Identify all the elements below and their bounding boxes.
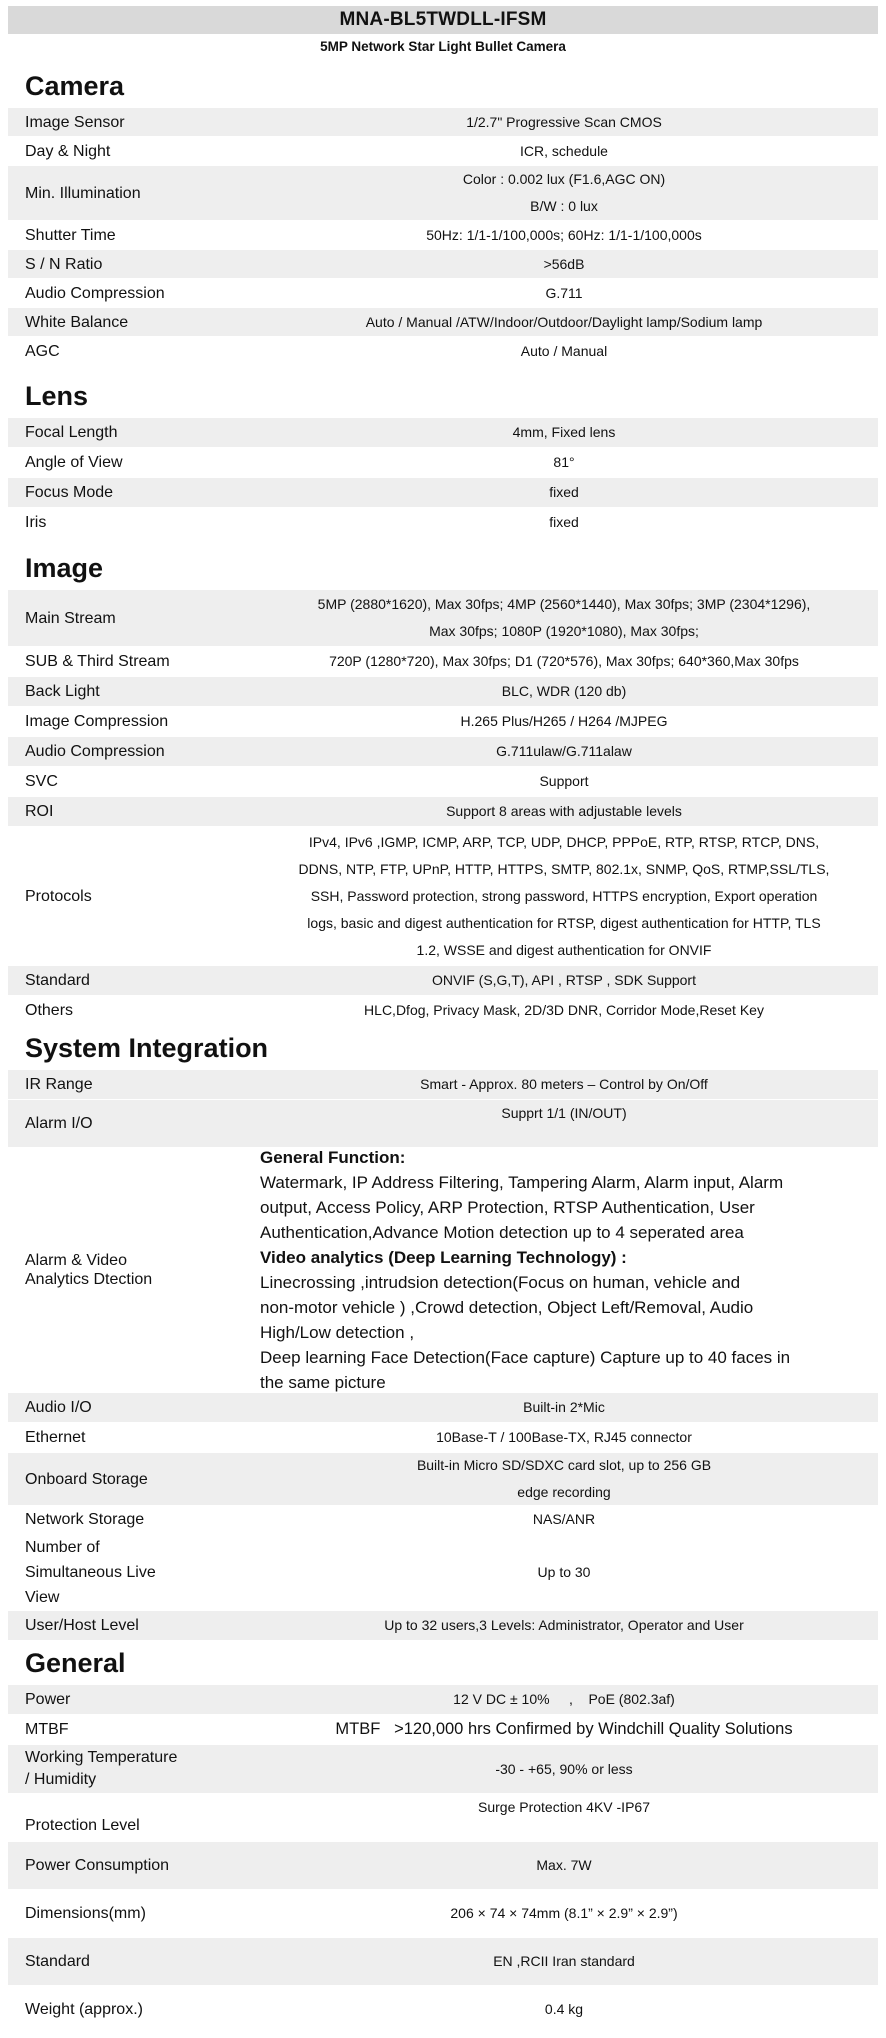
spec-value: G.711ulaw/G.711alaw [496, 743, 632, 759]
spec-value-line: Linecrossing ,intrudsion detection(Focus on human, vehicle and [260, 1273, 741, 1292]
spec-value-line: edge recording [517, 1484, 611, 1500]
spec-row [8, 677, 878, 707]
spec-row [8, 337, 878, 366]
spec-row [8, 1842, 878, 1890]
spec-row [8, 1715, 878, 1745]
spec-label: Alarm I/O [25, 1115, 93, 1132]
spec-row [8, 1148, 878, 1393]
spec-label-line: Simultaneous Live [25, 1563, 156, 1581]
spec-label-line: Alarm & Video [25, 1252, 127, 1269]
spec-value: 720P (1280*720), Max 30fps; D1 (720*576), Max 30fps; 640*360,Max 30fps [329, 653, 799, 669]
spec-value-line: High/Low detection , [260, 1323, 415, 1342]
spec-value-line: IPv4, IPv6 ,IGMP, ICMP, ARP, TCP, UDP, DHCP, PPPoE, RTP, RTSP, RTCP, DNS, [308, 833, 820, 850]
spec-value: 12 V DC ± 10% , PoE (802.3af) [453, 1691, 675, 1707]
spec-row [8, 478, 878, 508]
spec-label: User/Host Level [25, 1617, 139, 1634]
spec-label: Protection Level [25, 1817, 140, 1834]
spec-label: Image Sensor [25, 113, 125, 131]
spec-label: Ethernet [25, 1429, 86, 1446]
spec-row [8, 508, 878, 538]
spec-label: MTBF [25, 1721, 69, 1738]
spec-value: Supprt 1/1 (IN/OUT) [501, 1105, 627, 1121]
spec-row [8, 1534, 878, 1611]
spec-value-heading: General Function: [260, 1148, 406, 1167]
spec-value: ONVIF (S,G,T), API , RTSP , SDK Support [431, 972, 696, 988]
spec-value: G.711 [545, 284, 583, 301]
spec-sheet [8, 6, 878, 2034]
spec-label: Standard [25, 1953, 90, 1970]
spec-label: Network Storage [25, 1511, 145, 1528]
spec-row [8, 308, 878, 337]
section-image: Image [25, 553, 104, 583]
spec-value-line: 1.2, WSSE and digest authentication for ONVIF [416, 941, 712, 958]
spec-value: 206 × 74 × 74mm (8.1” × 2.9” × 2.9”) [450, 1905, 678, 1921]
spec-row [8, 1794, 878, 1842]
spec-value-line: logs, basic and digest authentication for RTSP, digest authentication for HTTP, TLS [307, 914, 821, 931]
spec-value: BLC, WDR (120 db) [501, 683, 627, 699]
spec-value-line: B/W : 0 lux [530, 198, 598, 214]
spec-label: AGC [25, 342, 60, 360]
spec-label: SUB & Third Stream [25, 653, 170, 670]
spec-value: EN ,RCII Iran standard [493, 1953, 635, 1969]
spec-row [8, 1453, 878, 1506]
spec-label: Angle of View [25, 454, 123, 471]
spec-label: Main Stream [25, 609, 116, 627]
spec-label-line: / Humidity [25, 1771, 97, 1788]
section-camera: Camera [25, 71, 125, 101]
spec-row [8, 137, 878, 166]
spec-value-line: Authentication,Advance Motion detection up to 4 seperated area [260, 1223, 744, 1242]
spec-row [8, 448, 878, 478]
spec-row [8, 1938, 878, 1986]
spec-label [8, 1747, 250, 1791]
spec-row [8, 279, 878, 308]
spec-value: 81° [553, 454, 575, 470]
spec-value [250, 1452, 878, 1506]
spec-value: NAS/ANR [532, 1511, 596, 1527]
spec-value-line: DDNS, NTP, FTP, UPnP, HTTP, HTTPS, SMTP, 802.1x, SNMP, QoS, RTMP,SSL/TLS, [298, 860, 830, 877]
spec-label: Power [25, 1691, 71, 1708]
spec-row [8, 767, 878, 797]
product-subtitle: 5MP Network Star Light Bullet Camera [320, 39, 566, 54]
spec-value-line: Max 30fps; 1080P (1920*1080), Max 30fps; [429, 623, 699, 639]
spec-label: Back Light [25, 683, 100, 700]
spec-label: Day & Night [25, 142, 111, 160]
spec-label-line: View [25, 1588, 60, 1606]
spec-row [8, 221, 878, 250]
spec-label: IR Range [25, 1076, 93, 1093]
spec-value: Smart - Approx. 80 meters – Control by On/Off [420, 1076, 708, 1092]
spec-label: Audio I/O [25, 1399, 92, 1416]
spec-row [8, 590, 878, 647]
spec-label: Onboard Storage [25, 1470, 148, 1488]
spec-value: Up to 30 [537, 1563, 591, 1580]
spec-label: Weight (approx.) [25, 2001, 143, 2018]
spec-label: Image Compression [25, 713, 169, 730]
spec-label-line: Analytics Dtection [25, 1271, 153, 1288]
spec-value [250, 829, 878, 964]
section-general: General [25, 1648, 126, 1678]
spec-row [8, 166, 878, 221]
spec-label: Audio Compression [25, 743, 165, 760]
spec-value-line: Deep learning Face Detection(Face capture) Capture up to 40 faces in [260, 1348, 791, 1367]
spec-value-line: Color : 0.002 lux (F1.6,AGC ON) [462, 171, 666, 187]
section-system-integration: System Integration [25, 1033, 269, 1063]
spec-value: fixed [549, 484, 579, 500]
spec-row [8, 1685, 878, 1715]
spec-label: ROI [25, 803, 54, 820]
spec-row [8, 108, 878, 137]
spec-row [8, 827, 878, 966]
spec-row [8, 1986, 878, 2034]
spec-label: Power Consumption [25, 1857, 170, 1874]
spec-value-line: Watermark, IP Address Filtering, Tampering Alarm, Alarm input, Alarm [260, 1173, 784, 1192]
spec-label: Shutter Time [25, 226, 116, 244]
spec-value: Auto / Manual /ATW/Indoor/Outdoor/Daylight lamp/Sodium lamp [365, 313, 763, 330]
spec-label: Standard [25, 972, 90, 989]
spec-label: Others [25, 1002, 74, 1019]
spec-value: fixed [549, 514, 579, 530]
spec-value: 10Base-T / 100Base-TX, RJ45 connector [436, 1429, 692, 1445]
spec-row [8, 1890, 878, 1938]
spec-value [250, 1145, 878, 1395]
spec-value [250, 166, 878, 220]
spec-row [8, 797, 878, 827]
spec-value-line: output, Access Policy, ARP Protection, RTSP Authentication, User [260, 1198, 755, 1217]
spec-label: Focus Mode [25, 484, 114, 501]
spec-row [8, 1393, 878, 1423]
spec-label: S / N Ratio [25, 255, 103, 273]
spec-value: Support 8 areas with adjustable levels [446, 803, 682, 819]
section-lens: Lens [25, 381, 89, 411]
spec-row [8, 1745, 878, 1794]
spec-value: Built-in 2*Mic [523, 1399, 605, 1415]
spec-value: Up to 32 users,3 Levels: Administrator, Operator and User [384, 1617, 744, 1633]
spec-value-line: non-motor vehicle ) ,Crowd detection, Object Left/Removal, Audio [260, 1298, 754, 1317]
spec-label-line: Number of [25, 1538, 100, 1556]
spec-row [8, 996, 878, 1026]
spec-label: White Balance [25, 313, 129, 331]
spec-value: -30 - +65, 90% or less [495, 1760, 633, 1777]
spec-label: Dimensions(mm) [25, 1905, 146, 1922]
spec-value: HLC,Dfog, Privacy Mask, 2D/3D DNR, Corridor Mode,Reset Key [364, 1002, 764, 1018]
spec-row [8, 1070, 878, 1100]
spec-row [8, 737, 878, 767]
spec-value: Auto / Manual [520, 342, 608, 359]
spec-row [8, 250, 878, 279]
spec-value: Surge Protection 4KV -IP67 [478, 1799, 650, 1815]
spec-value: ICR, schedule [520, 142, 608, 159]
spec-label: Protocols [25, 887, 92, 905]
spec-value: 1/2.7" Progressive Scan CMOS [466, 113, 662, 130]
spec-label: Focal Length [25, 424, 118, 441]
spec-value: Max. 7W [536, 1857, 592, 1873]
spec-label: Iris [25, 514, 47, 531]
spec-label [8, 1535, 250, 1610]
spec-row [8, 1506, 878, 1534]
spec-row [8, 966, 878, 996]
spec-value: >56dB [543, 255, 585, 272]
spec-value [250, 591, 878, 645]
spec-row [8, 1100, 878, 1148]
spec-value: 4mm, Fixed lens [512, 424, 616, 440]
spec-label: Min. Illumination [25, 184, 141, 202]
spec-label: Audio Compression [25, 284, 165, 302]
spec-value-line: 5MP (2880*1620), Max 30fps; 4MP (2560*1440), Max 30fps; 3MP (2304*1296), [317, 596, 811, 612]
spec-label: SVC [25, 773, 58, 790]
spec-value-line: Built-in Micro SD/SDXC card slot, up to 256 GB [416, 1457, 712, 1473]
spec-row [8, 418, 878, 448]
spec-value-heading: Video analytics (Deep Learning Technology) : [260, 1248, 627, 1267]
spec-value: MTBF >120,000 hrs Confirmed by Windchill Quality Solutions [335, 1720, 793, 1738]
spec-row [8, 647, 878, 677]
spec-label-line: Working Temperature [25, 1749, 178, 1766]
spec-value-line: SSH, Password protection, strong password, HTTPS encryption, Export operation [310, 887, 818, 904]
spec-value: 0.4 kg [544, 2001, 584, 2017]
spec-row [8, 1423, 878, 1453]
spec-value: H.265 Plus/H265 / H264 /MJPEG [460, 713, 668, 729]
spec-row [8, 707, 878, 737]
model-title: MNA-BL5TWDLL-IFSM [8, 6, 878, 34]
spec-label [8, 1251, 250, 1289]
spec-row [8, 1611, 878, 1641]
spec-value-line: the same picture [260, 1373, 386, 1392]
spec-value: Support [539, 773, 589, 789]
spec-value: 50Hz: 1/1-1/100,000s; 60Hz: 1/1-1/100,000s [426, 226, 702, 243]
